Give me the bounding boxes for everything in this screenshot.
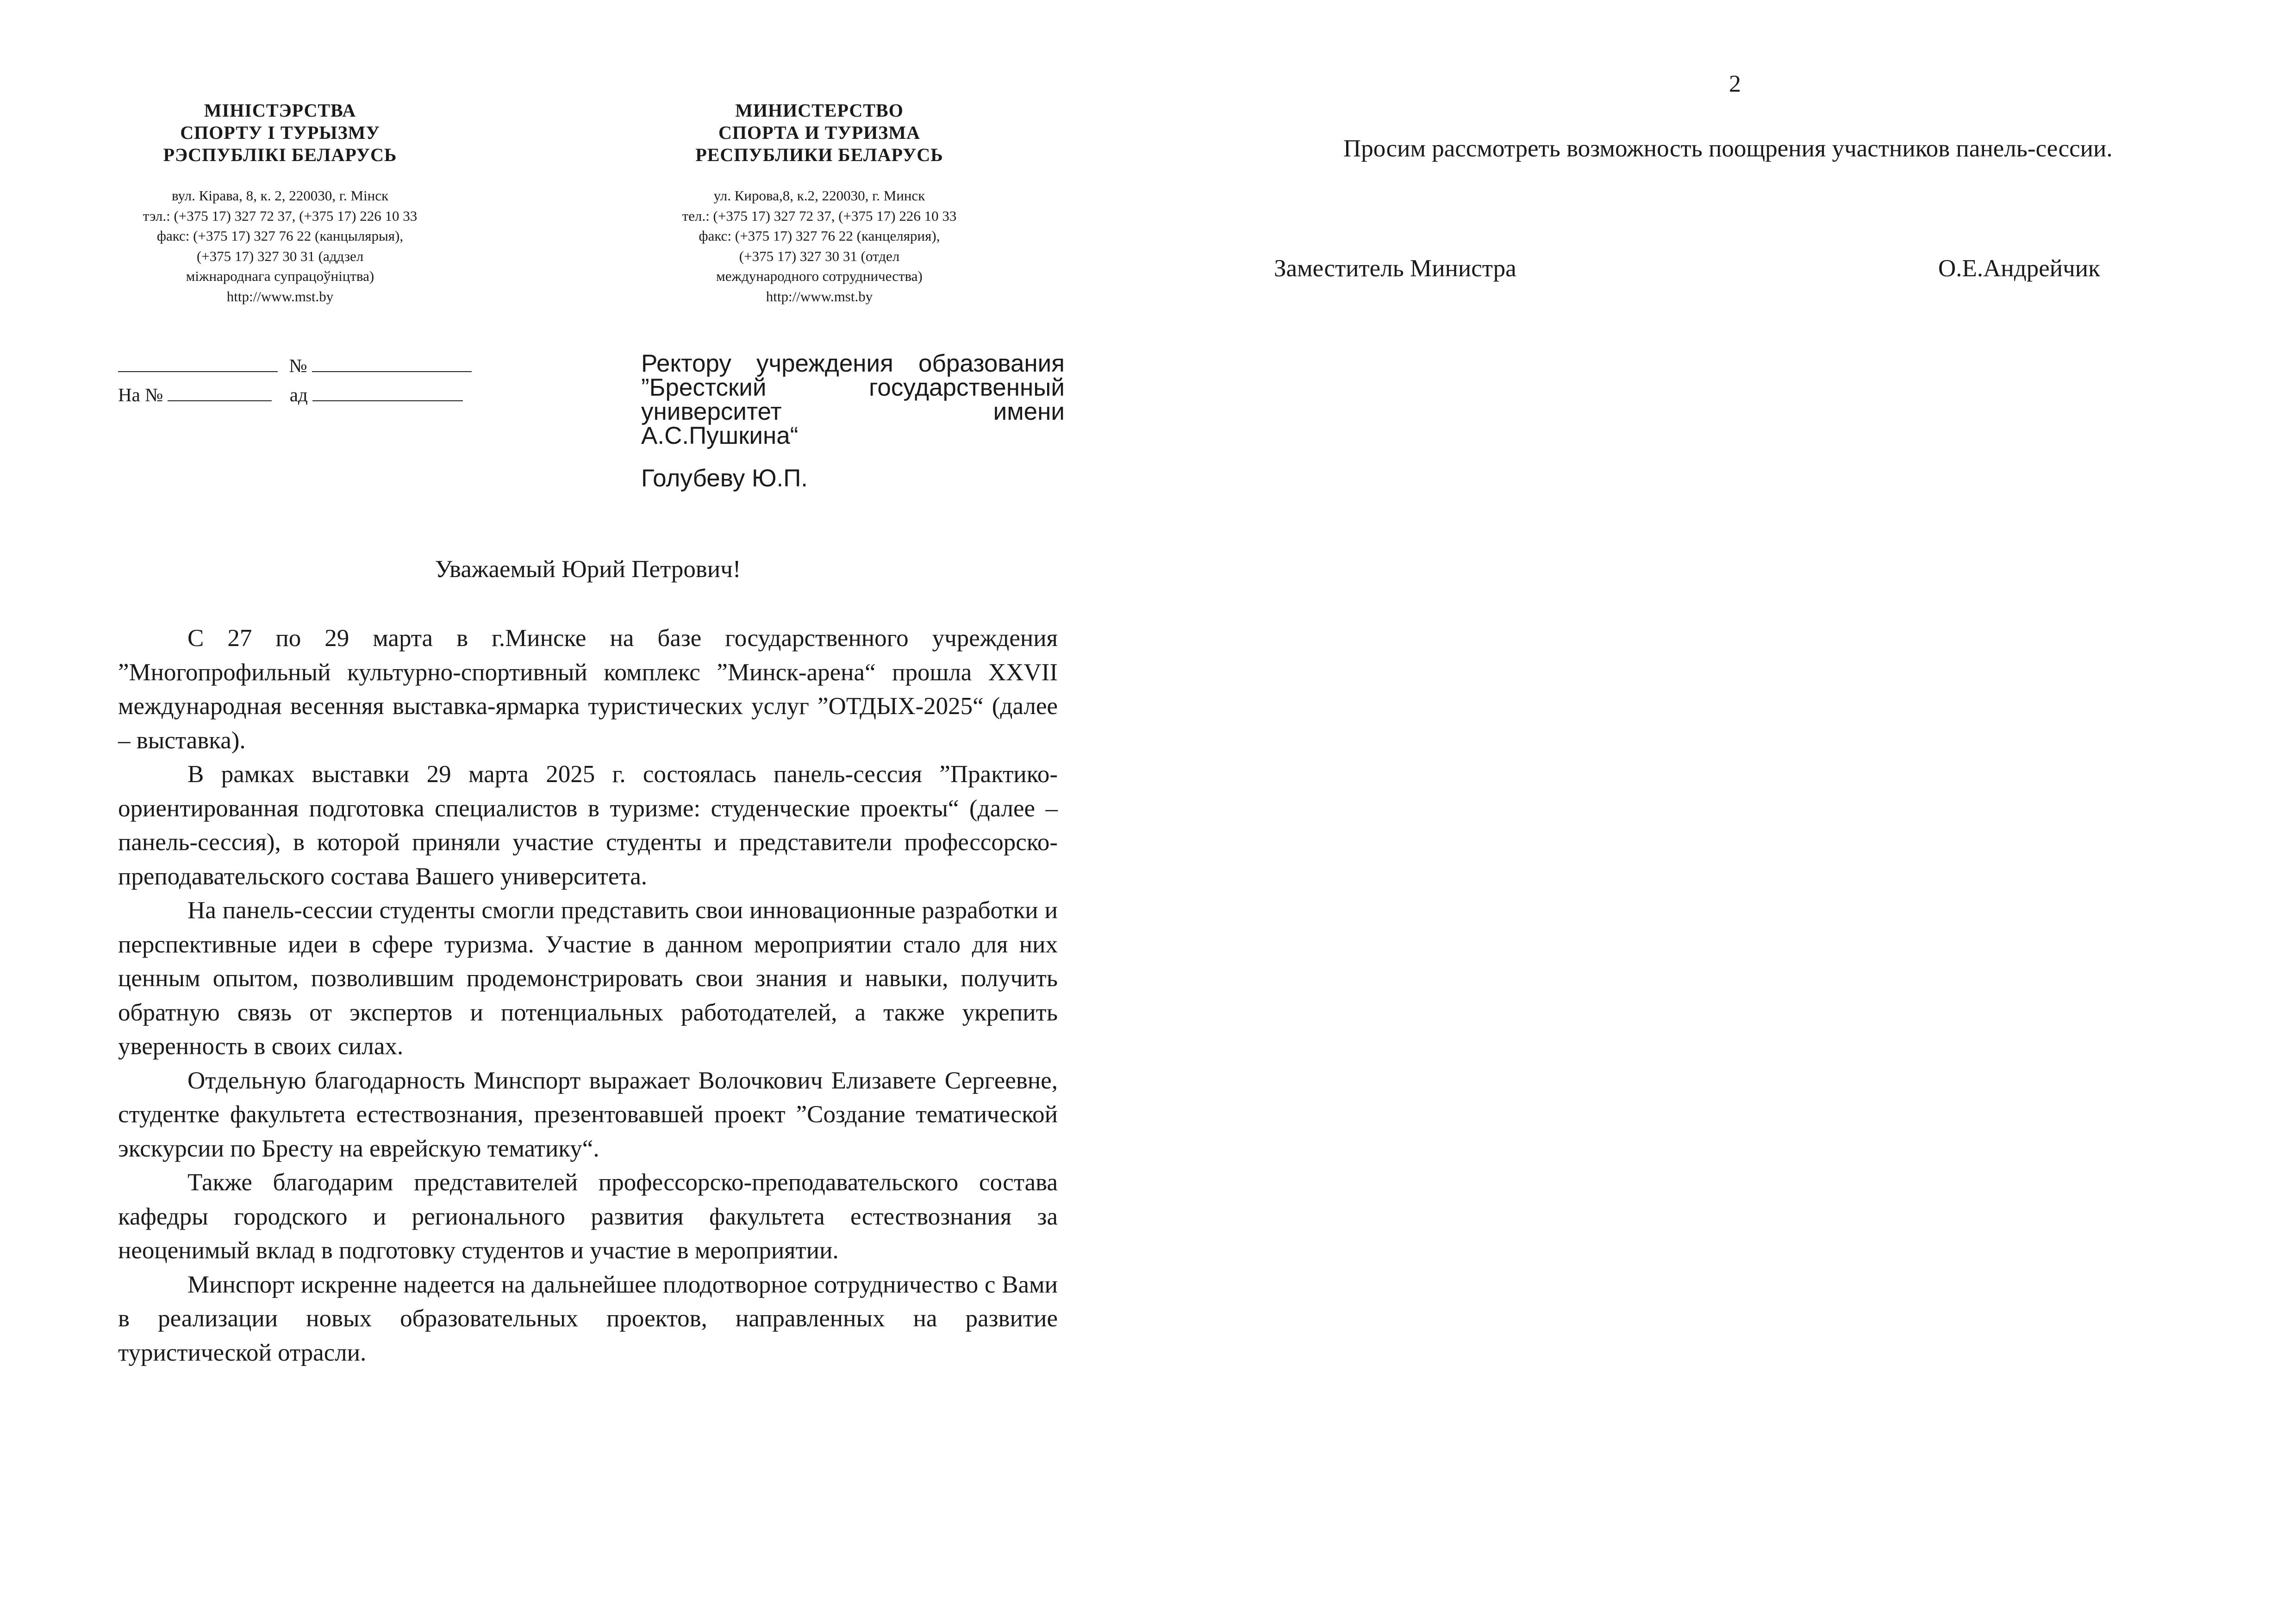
number-blank <box>312 354 472 372</box>
outgoing-number-line <box>118 354 472 377</box>
org-contacts-be: вул. Кірава, 8, к. 2, 220030, г. Мінск тэл.: (+375 17) 327 72 37, (+375 17) 226 10 33 факс: (+375 17) 327 76 22 (канцылярыя), (+375 17) 327 30 31 (аддзел міжнароднага супрацоўніцтва) http://www.mst.by <box>143 187 418 305</box>
incoming-number-line <box>118 383 463 406</box>
body-paragraph: С 27 по 29 марта в г.Минске на базе государственного учреждения ”Многопрофильный культурно-спортивный комплекс ”Минск-арена“ прошла XXVII международная весенняя выставка-ярмарка туристических услуг ”ОТДЫХ-2025“ (далее – выставка). <box>118 625 1058 754</box>
page2-body <box>1274 132 2214 166</box>
addressee-line: Ректору учреждения образования <box>641 350 1065 377</box>
page-number: 2 <box>1729 71 1741 97</box>
from-blank <box>312 384 463 401</box>
body-paragraph: Минспорт искренне надеется на дальнейшее плодотворное сотрудничество с Вами в реализации новых образовательных проектов, направленных на развитие туристической отрасли. <box>118 1271 1058 1366</box>
org-name-be: МІНІСТЭРСТВА СПОРТУ І ТУРЫЗМУ РЭСПУБЛІКІ БЕЛАРУСЬ <box>163 100 397 165</box>
date-blank <box>118 354 278 372</box>
signature-name: О.Е.Андрейчик <box>1938 255 2100 282</box>
addressee-line: университет имени <box>641 398 1065 425</box>
org-name-ru: МИНИСТЕРСТВО СПОРТА И ТУРИЗМА РЕСПУБЛИКИ БЕЛАРУСЬ <box>695 100 943 165</box>
body-paragraph: Также благодарим представителей профессорско-преподавательского состава кафедры городского и регионального развития факультета естествознания за неоценимый вклад в подготовку студентов и участие в мероприятии. <box>118 1169 1058 1264</box>
letterhead-belarusian <box>90 99 470 306</box>
on-number-blank <box>168 384 272 401</box>
on-number-label: На № <box>118 384 163 405</box>
body-paragraph: На панель-сессии студенты смогли представить свои инновационные разработки и перспективные идеи в сфере туризма. Участие в данном мероприятии стало для них ценным опытом, позволившим продемонстрировать свои знания и навыки, получить обратную связь от экспертов и потенциальных работодателей, а также укрепить уверенность в своих силах. <box>118 897 1058 1060</box>
salutation: Уважаемый Юрий Петрович! <box>435 556 741 583</box>
body-paragraph: Отдельную благодарность Минспорт выражает Волочкович Елизавете Сергеевне, студентке факультета естествознания, презентовавшей проект ”Создание тематической экскурсии по Бресту на еврейскую тематику“. <box>118 1067 1058 1162</box>
addressee-block <box>641 352 1065 491</box>
addressee-line: А.С.Пушкина“ <box>641 422 799 449</box>
letter-body <box>118 622 1058 1370</box>
from-label: ад <box>289 384 308 405</box>
letterhead-russian <box>630 99 1009 306</box>
addressee-line: ”Брестский государственный <box>641 374 1065 401</box>
number-label: № <box>289 355 307 376</box>
request-paragraph: Просим рассмотреть возможность поощрения участников панель-сессии. <box>1343 135 2113 162</box>
addressee-name: Голубеву Ю.П. <box>641 465 808 492</box>
signature-title: Заместитель Министра <box>1274 255 1516 282</box>
org-contacts-ru: ул. Кирова,8, к.2, 220030, г. Минск тел.: (+375 17) 327 72 37, (+375 17) 226 10 33 факс: (+375 17) 327 76 22 (канцелярия), (+375 17) 327 30 31 (отдел международного сотрудничества) http://www.mst.by <box>682 187 957 305</box>
body-paragraph: В рамках выставки 29 марта 2025 г. состоялась панель-сессия ”Практико-ориентированная подготовка специалистов в туризме: студенческие проекты“ (далее – панель-сессия), в которой приняли участие студенты и представители профессорско-преподавательского состава Вашего университета. <box>118 761 1058 890</box>
